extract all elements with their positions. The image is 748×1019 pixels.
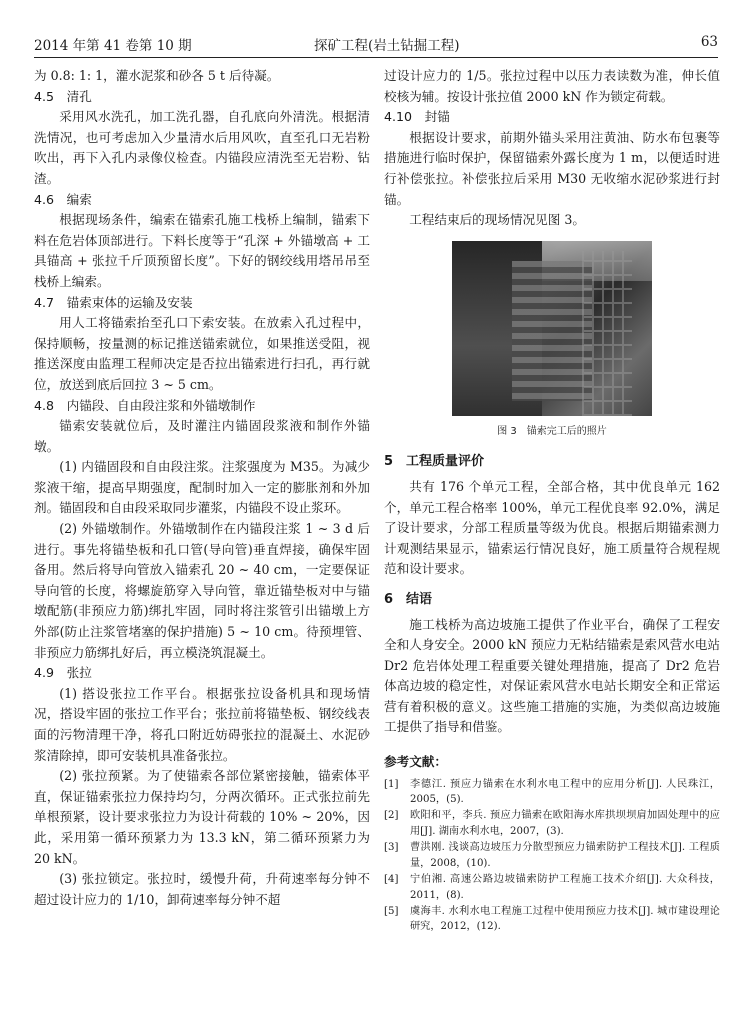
paragraph: 根据现场条件，编索在锚索孔施工栈桥上编制，锚索下料在危岩体顶部进行。下料长度等于“孔深 + 外锚墩高 + 工具锚高 + 张拉千斤顶预留长度”。下好的钢绞线用塔吊吊至栈桥上编索。 [34,212,370,289]
paragraph: 工程结束后的现场情况见图 3。 [409,212,585,228]
reference-item [384,840,720,871]
paragraph: 锚索安装就位后，及时灌注内锚固段浆液和制作外锚墩。 [34,418,370,454]
reference-text: 李德江. 预应力锚索在水利水电工程中的应用分析[J]. 人民珠江，2005，(5). [410,778,720,806]
paragraph: (2) 外锚墩制作。外锚墩制作在内锚段注浆 1 ~ 3 d 后进行。事先将锚垫板和孔口管(导向管)垂直焊接，确保牢固备用。然后将导向管放入锚索孔 20 ~ 40 cm，一定要保证导向管的长度，将螺旋筋穿入导向管，靠近锚垫板对中与锚墩配筋(非预应力筋)绑扎牢固，同时将注浆管引出锚墩上方外部(防止注浆管堵塞的保护措施) 5 ~ 10 cm。待预埋管、非预应力筋绑扎好后，再立模浇筑混凝土。 [34,521,370,660]
paragraph: 为 0.8: 1: 1，灌水泥浆和砂各 5 t 后待凝。 [34,68,280,83]
reference-item [384,808,720,839]
section-heading: 4.10 封锚 [384,109,450,125]
right-column-top [384,66,720,231]
paragraph: 施工栈桥为高边坡施工提供了作业平台，确保了工程安全和人身安全。2000 kN 预应力无粘结锚索是索风营水电站 Dr2 危岩体处理工程重要关键处理措施，提高了 Dr2 危岩体高边坡的稳定性，对保证索风营水电站长期安全和正常运营有着积极的意义。这些施工措施的实施，为类似高边坡施工提供了指导和借鉴。 [384,616,720,735]
section-heading-main: 5 工程质量评价 [384,454,485,470]
section-heading: 4.5 清孔 [34,88,92,104]
paragraph: (1) 搭设张拉工作平台。根据张拉设备机具和现场情况，搭设牢固的张拉工作平台；张拉前将锚垫板、钢绞线表面的污物清理干净，将孔口附近妨碍张拉的混凝土、水泥砂浆清除掉，即可安装机具准备张拉。 [34,685,370,763]
section-heading: 4.6 编索 [34,191,92,207]
references-list [384,777,720,935]
reference-number: [4] [384,874,399,886]
right-column [384,66,720,936]
reference-item [384,872,720,903]
paragraph: 用人工将锚索抬至孔口下索安装。在放索入孔过程中，保持顺畅，按量测的标记推送锚索就位，如果推送受阻，视推送深度由监理工程师决定是否拉出锚索进行扫孔，再行就位，放送到底后回拉 3 ~ 5 cm。 [34,315,370,392]
journal-title: 探矿工程(岩土钻掘工程) [314,38,460,54]
section-heading: 4.7 锚索束体的运输及安装 [34,294,193,310]
references-title: 参考文献： [384,754,447,770]
figure-caption: 图 3 锚索完工后的照片 [497,425,607,437]
reference-item [384,904,720,935]
section-heading-main: 6 结语 [384,591,433,607]
paragraph: 采用风水洗孔，加工洗孔器，自孔底向外清洗。根据清洗情况，也可考虑加入少量清水后用风吹，直至孔口无岩粉吹出，再下入孔内录像仪检查。内锚段应清洗至无岩粉、钻渣。 [34,109,370,186]
reference-text: 虞海丰. 水利水电工程施工过程中使用预应力技术[J]. 城市建设理论研究，2012，(12). [410,905,720,933]
reference-item [384,777,720,808]
paragraph: (3) 张拉锁定。张拉时，缓慢升荷，升荷速率每分钟不超过设计应力的 1/10，卸荷速率每分钟不超 [34,871,370,907]
photo-anchor-grid [512,261,592,401]
section-heading: 4.8 内锚段、自由段注浆和外锚墩制作 [34,397,256,413]
reference-text: 宁伯湘. 高速公路边坡锚索防护工程施工技术介绍[J]. 大众科技，2011，(8). [410,874,720,901]
paragraph: (1) 内锚固段和自由段注浆。注浆强度为 M35。为减少浆液干缩，提高早期强度，配制时加入一定的膨胀剂和外加剂。锚固段和自由段采取同步灌浆，内锚段不设止浆环。 [34,459,370,516]
figure-3-photo [452,241,652,416]
reference-text: 欧阳和平，李兵. 预应力锚索在欧阳海水库拱坝坝肩加固处理中的应用[J]. 湖南水利水电，2007，(3). [410,810,720,837]
left-column [34,66,370,910]
paragraph: 根据设计要求，前期外锚头采用注黄油、防水布包裹等措施进行临时保护，保留锚索外露长度为 1 m，以便适时进行补偿张拉。补偿张拉后采用 M30 无收缩水泥砂浆进行封锚。 [384,129,720,207]
right-column-bottom [384,452,720,738]
reference-text: 曹洪刚. 浅谈高边坡压力分散型预应力锚索防护工程技术[J]. 工程质量，2008，(10). [410,842,720,869]
photo-scaffold [582,251,632,416]
paragraph: 共有 176 个单元工程，全部合格，其中优良单元 162 个，单元工程合格率 100%，单元工程优良率 92.0%，满足了设计要求，分部工程质量等级为优良。根据后期锚索测力计观测结果显示，锚索运行情况良好，施工质量符合规程规范和设计要求。 [384,478,720,577]
reference-number: [3] [384,842,399,854]
paragraph: (2) 张拉预紧。为了使锚索各部位紧密接触，锚索体平直，保证锚索张拉力保持均匀，分两次循环。正式张拉前先单根预紧，设计要求张拉力为设计荷载的 10% ~ 20%，因此，采用第一循环预紧力为 13.3 kN，第二循环预紧力为 20 kN。 [34,768,370,866]
journal-issue: 2014 年第 41 卷第 10 期 [34,38,192,54]
running-header [34,30,718,56]
paragraph: 过设计应力的 1/5。张拉过程中以压力表读数为准，伸长值校核为辅。按设计张拉值 2000 kN 作为锁定荷载。 [384,68,720,104]
header-rule [34,57,718,58]
reference-number: [2] [384,810,399,822]
page-number: 63 [700,34,718,50]
section-heading: 4.9 张拉 [34,665,92,681]
reference-number: [5] [384,905,399,917]
reference-number: [1] [384,778,399,790]
